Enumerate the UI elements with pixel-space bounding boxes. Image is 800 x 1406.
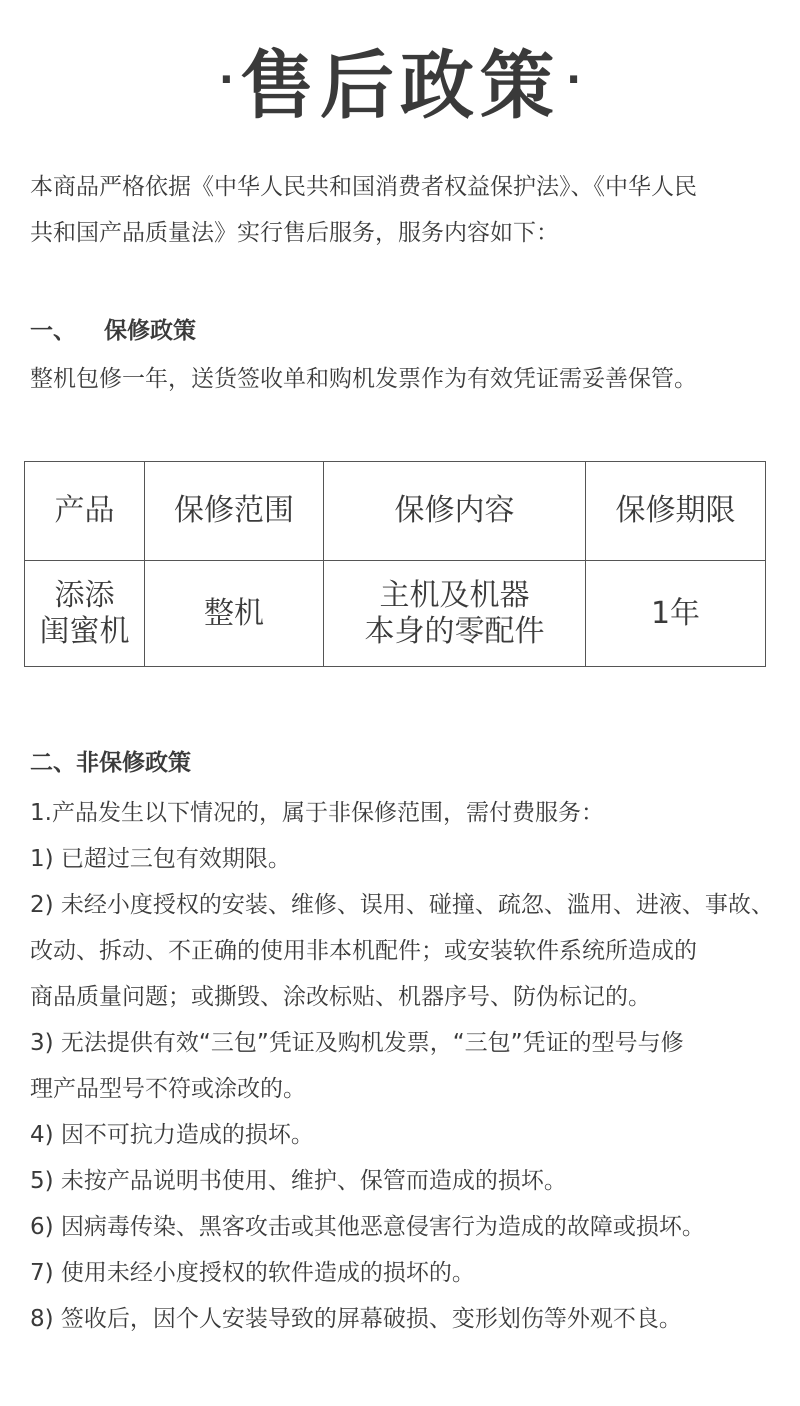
table-header-period: 保修期限 [586, 462, 766, 561]
list-item: 1) 已超过三包有效期限。 [30, 846, 291, 872]
table-cell-product [25, 561, 145, 667]
table-cell-period: 1年 [586, 561, 766, 667]
list-item: 4) 因不可抗力造成的损坏。 [30, 1122, 314, 1148]
intro-line-1: 本商品严格依据《中华人民共和国消费者权益保护法》、《中华人民 [30, 174, 697, 200]
table-cell-content [324, 561, 586, 667]
product-name-line-1: 添添 [54, 577, 115, 613]
content-line-1: 主机及机器 [379, 577, 530, 613]
table-cell-scope: 整机 [145, 561, 324, 667]
table-row [25, 561, 766, 667]
table-header-product: 产品 [25, 462, 145, 561]
non-warranty-list [30, 790, 780, 1342]
title-dot-right: · [566, 57, 582, 103]
product-name-line-2: 闺蜜机 [39, 613, 130, 649]
list-item: 商品质量问题；或撕毁、涂改标贴、机器序号、防伪标记的。 [30, 984, 651, 1010]
table-header-content: 保修内容 [324, 462, 586, 561]
section1-number: 一、 [30, 318, 76, 344]
section1-heading [30, 308, 196, 354]
list-item: 理产品型号不符或涂改的。 [30, 1076, 306, 1102]
title-dot-left: · [218, 57, 234, 103]
intro-line-2: 共和国产品质量法》实行售后服务，服务内容如下： [30, 220, 559, 246]
list-item: 6) 因病毒传染、黑客攻击或其他恶意侵害行为造成的故障或损坏。 [30, 1214, 705, 1240]
page-title: 售后政策 [240, 43, 560, 129]
intro-paragraph [30, 164, 780, 256]
page-title-block [0, 30, 800, 130]
list-item: 7) 使用未经小度授权的软件造成的损坏的。 [30, 1260, 475, 1286]
list-item: 8) 签收后，因个人安装导致的屏幕破损、变形划伤等外观不良。 [30, 1306, 682, 1332]
content-line-2: 本身的零配件 [364, 613, 545, 649]
list-item: 3) 无法提供有效“三包”凭证及购机发票，“三包”凭证的型号与修 [30, 1030, 684, 1056]
section1-title: 保修政策 [104, 318, 196, 344]
non-warranty-intro: 1.产品发生以下情况的，属于非保修范围，需付费服务： [30, 800, 604, 826]
warranty-table [24, 461, 766, 667]
table-header-row [25, 462, 766, 561]
list-item: 2) 未经小度授权的安装、维修、误用、碰撞、疏忽、滥用、进液、事故、 [30, 892, 774, 918]
table-header-scope: 保修范围 [145, 462, 324, 561]
list-item: 5) 未按产品说明书使用、维护、保管而造成的损坏。 [30, 1168, 567, 1194]
list-item: 改动、拆动、不正确的使用非本机配件；或安装软件系统所造成的 [30, 938, 697, 964]
section1-body: 整机包修一年，送货签收单和购机发票作为有效凭证需妥善保管。 [30, 366, 697, 392]
section2-heading: 二、非保修政策 [30, 750, 191, 776]
